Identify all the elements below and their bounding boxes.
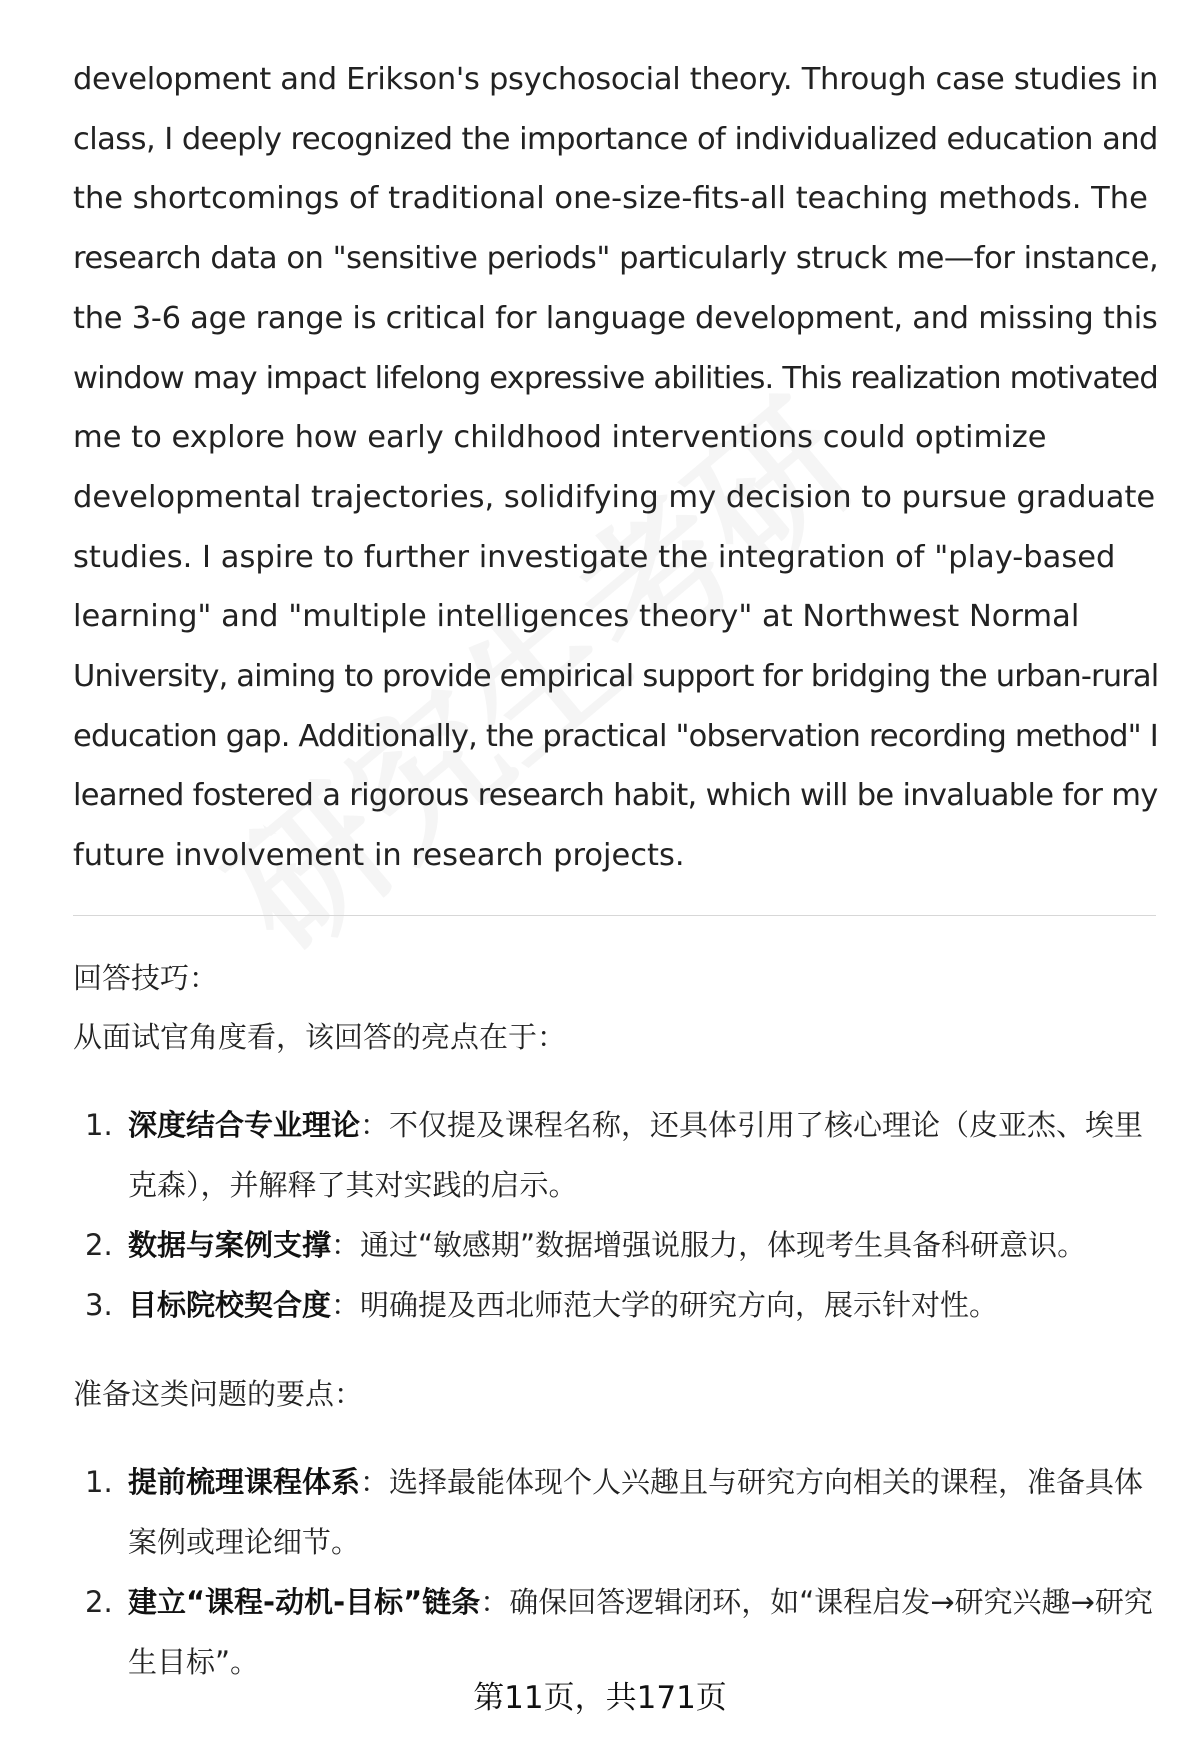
paragraph-line: future involvement in research projects. xyxy=(73,838,685,874)
paragraph-line: window may impact lifelong expressive abilities. This realization motivated xyxy=(73,360,1158,396)
tips-heading: 回答技巧： xyxy=(73,961,219,995)
list-item xyxy=(73,1095,1158,1215)
page-number-footer: 第11页，共171页 xyxy=(473,1680,727,1716)
paragraph-line: University, aiming to provide empirical support for bridging the urban-rural xyxy=(73,659,1159,695)
paragraph-line: class, I deeply recognized the importance of individualized education and xyxy=(73,121,1158,157)
list-item-title: 深度结合专业理论 xyxy=(128,1108,361,1142)
paragraph-line: learning" and "multiple intelligences theory" at Northwest Normal xyxy=(73,599,1080,635)
list-number: 1. xyxy=(85,1465,113,1499)
section-divider xyxy=(73,915,1156,916)
list-item-text: ：明确提及西北师范大学的研究方向，展示针对性。 xyxy=(331,1288,999,1322)
paragraph-line: learned fostered a rigorous research habit, which will be invaluable for my xyxy=(73,778,1158,814)
list-number: 3. xyxy=(85,1288,113,1322)
list-item-title: 数据与案例支撑 xyxy=(128,1228,332,1262)
tips-list xyxy=(73,1095,1158,1335)
paragraph-line: education gap. Additionally, the practical "observation recording method" I xyxy=(73,718,1158,754)
list-item xyxy=(73,1452,1158,1572)
list-item xyxy=(73,1215,1158,1275)
paragraph-line: the 3-6 age range is critical for language development, and missing this xyxy=(73,300,1158,336)
body-paragraph xyxy=(73,50,1159,886)
list-item-text: ：不仅提及课程名称，还具体引用了核心理论（皮亚杰、埃里克森），并解释了其对实践的启示。 xyxy=(128,1108,1144,1202)
list-item xyxy=(73,1572,1158,1692)
list-number: 1. xyxy=(85,1108,113,1142)
list-number: 2. xyxy=(85,1228,113,1262)
paragraph-line: studies. I aspire to further investigate the integration of "play-based xyxy=(73,539,1116,575)
list-item-text: ：通过“敏感期”数据增强说服力，体现考生具备科研意识。 xyxy=(331,1228,1087,1262)
prep-list xyxy=(73,1452,1158,1692)
prep-heading: 准备这类问题的要点： xyxy=(73,1377,364,1411)
list-item-text: ：确保回答逻辑闭环，如“课程启发→研究兴趣→研究生目标”。 xyxy=(128,1585,1153,1679)
paragraph-line: research data on "sensitive periods" particularly struck me—for instance, xyxy=(73,241,1159,277)
tips-intro: 从面试官角度看，该回答的亮点在于： xyxy=(73,1020,567,1054)
list-item-text: ：选择最能体现个人兴趣且与研究方向相关的课程，准备具体案例或理论细节。 xyxy=(128,1465,1144,1559)
paragraph-line: me to explore how early childhood interventions could optimize xyxy=(73,420,1047,456)
paragraph-line: the shortcomings of traditional one-size-fits-all teaching methods. The xyxy=(73,181,1148,217)
list-item-title: 目标院校契合度 xyxy=(128,1288,332,1322)
paragraph-line: development and Erikson's psychosocial theory. Through case studies in xyxy=(73,62,1159,97)
paragraph-line: developmental trajectories, solidifying my decision to pursue graduate xyxy=(73,479,1156,515)
list-item xyxy=(73,1275,1158,1335)
list-item-title: 提前梳理课程体系 xyxy=(128,1465,361,1499)
list-item-title: 建立“课程-动机-目标”链条 xyxy=(128,1585,481,1619)
list-number: 2. xyxy=(85,1585,113,1619)
